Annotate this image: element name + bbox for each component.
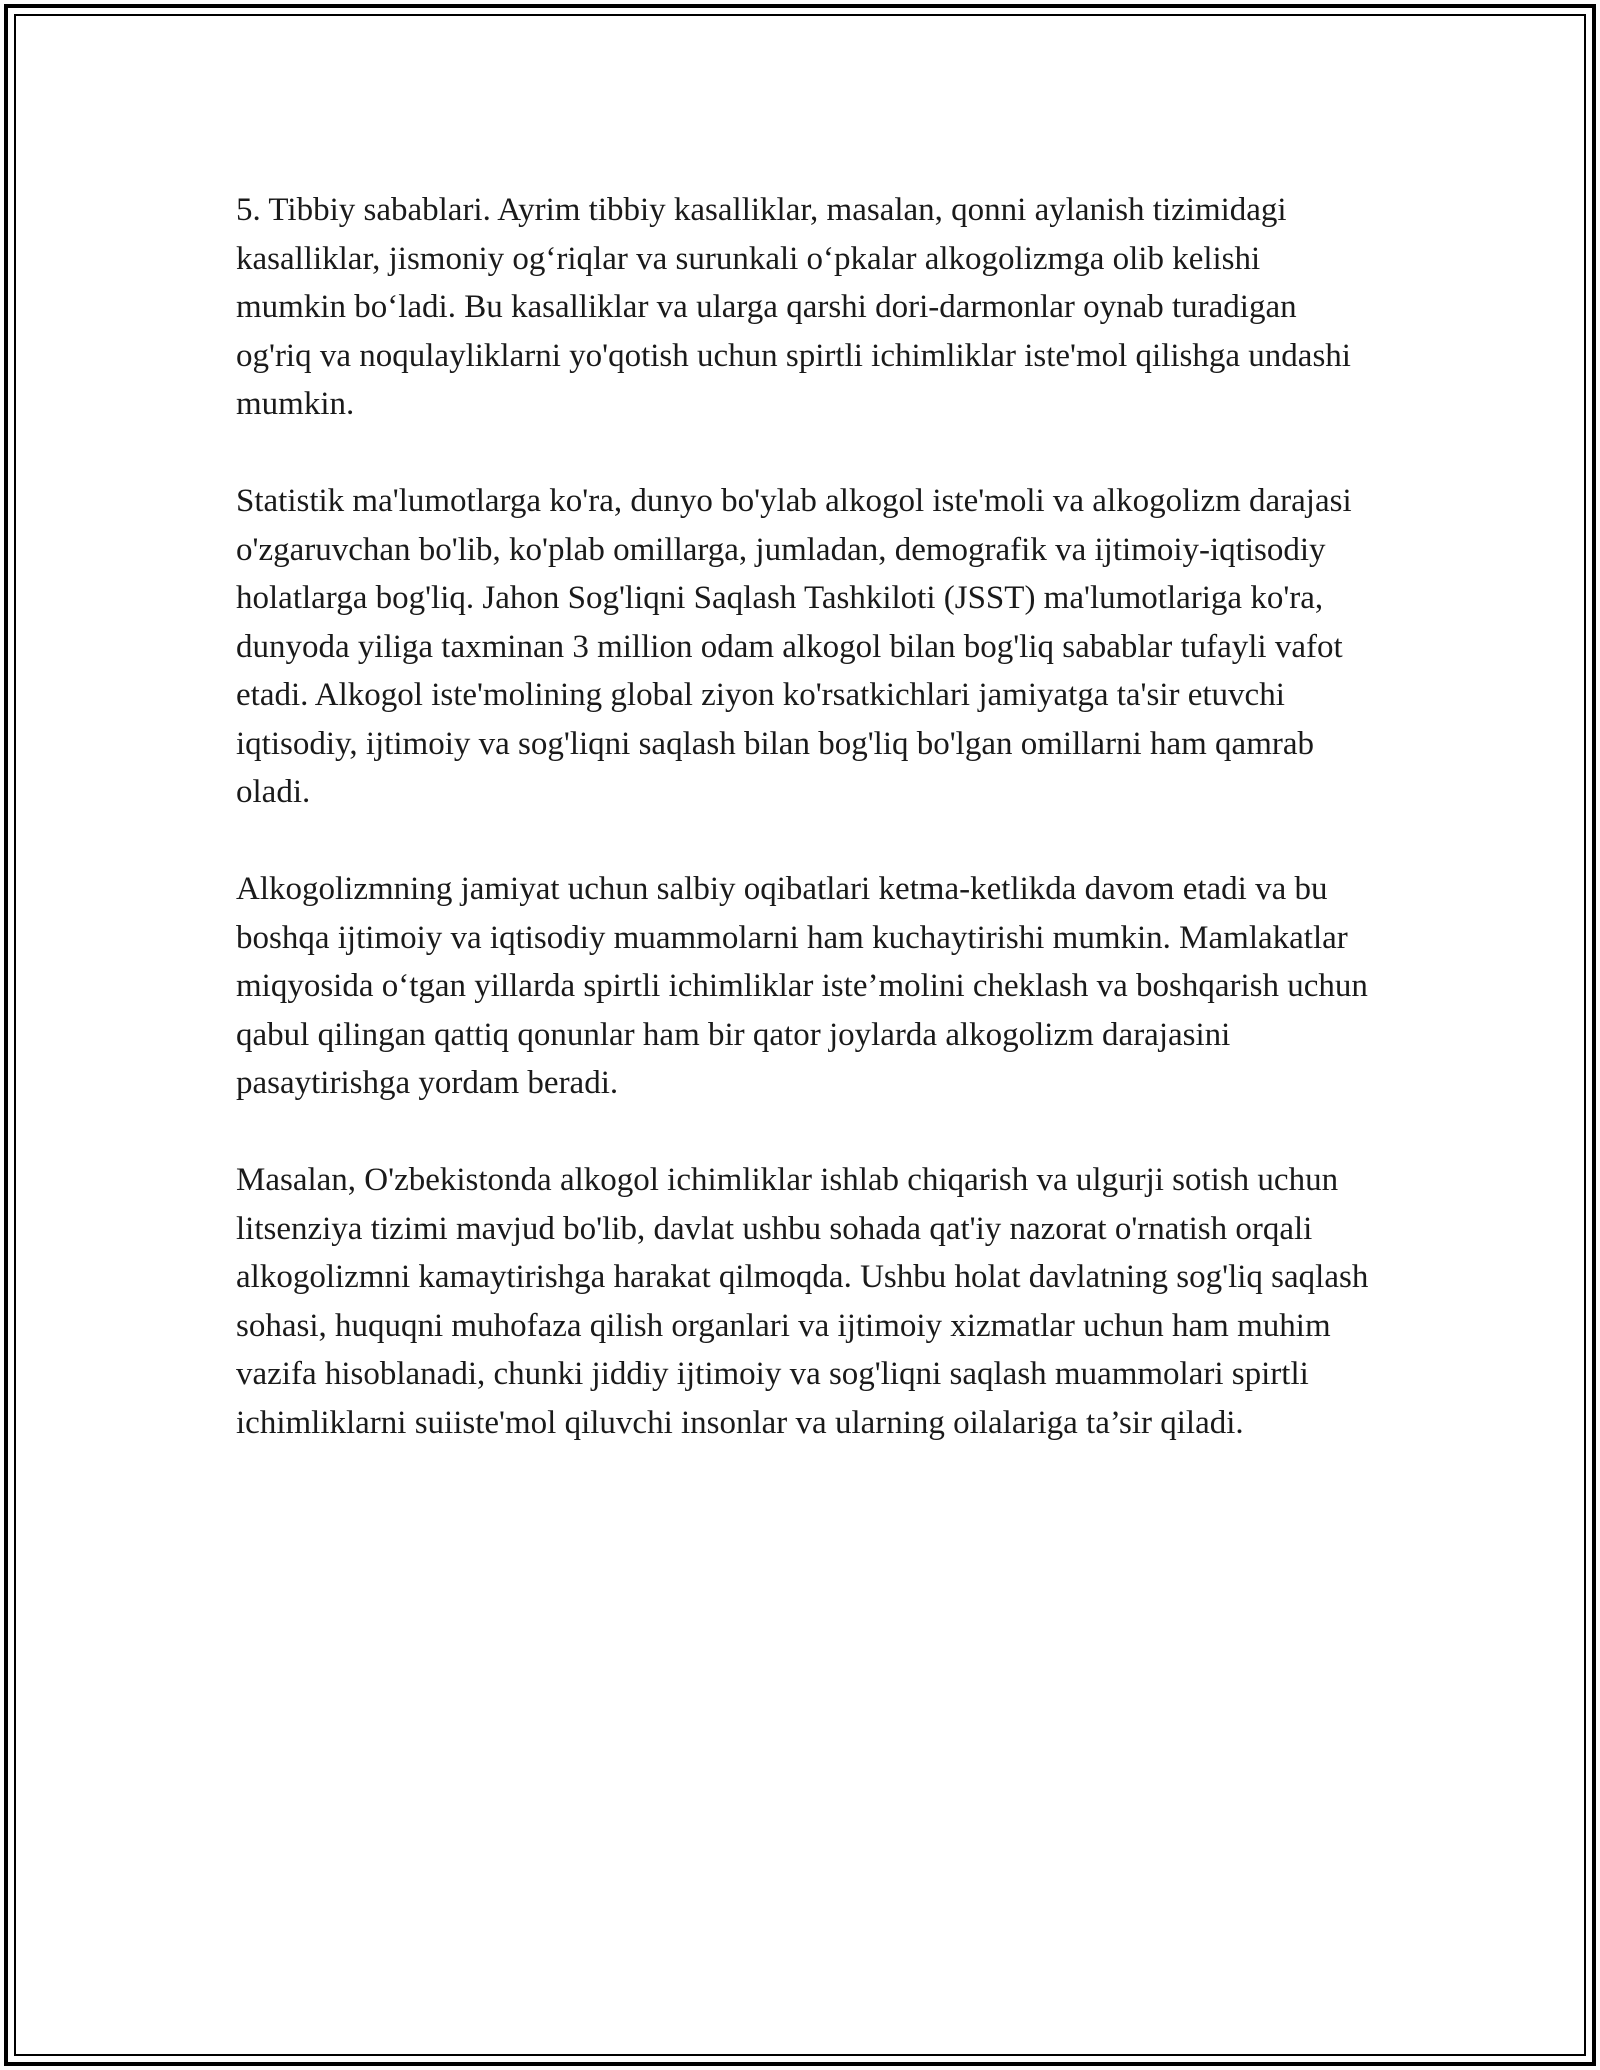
document-body xyxy=(236,186,1376,1496)
paragraph-uzbekistan-example: Masalan, O'zbekistonda alkogol ichimliklar ishlab chiqarish va ulgurji sotish uchun litsenziya tizimi mavjud bo'lib, davlat ushbu sohada qat'iy nazorat o'rnatish orqali alkogolizmni kamaytirishga harakat qilmoqda. Ushbu holat davlatning sog'liq saqlash sohasi, huquqni muhofaza qilish organlari va ijtimoiy xizmatlar uchun ham muhim vazifa hisoblanadi, chunki jiddiy ijtimoiy va sog'liqni saqlash muammolari spirtli ichimliklarni suiiste'mol qiluvchi insonlar va ularning oilalariga ta’sir qiladi. xyxy=(236,1162,1369,1441)
paragraph-social-consequences: Alkogolizmning jamiyat uchun salbiy oqibatlari ketma-ketlikda davom etadi va bu boshqa ijtimoiy va iqtisodiy muammolarni ham kuchaytirishi mumkin. Mamlakatlar miqyosida o‘tgan yillarda spirtli ichimliklar iste’molini cheklash va boshqarish uchun qabul qilingan qattiq qonunlar ham bir qator joylarda alkogolizm darajasini pasaytirishga yordam beradi. xyxy=(236,871,1368,1101)
paragraph-statistics: Statistik ma'lumotlarga ko'ra, dunyo bo'ylab alkogol iste'moli va alkogolizm darajasi o'zgaruvchan bo'lib, ko'plab omillarga, jumladan, demografik va ijtimoiy-iqtisodiy holatlarga bog'liq. Jahon Sog'liqni Saqlash Tashkiloti (JSST) ma'lumotlariga ko'ra, dunyoda yiliga taxminan 3 million odam alkogol bilan bog'liq sabablar tufayli vafot etadi. Alkogol iste'molining global ziyon ko'rsatkichlari jamiyatga ta'sir etuvchi iqtisodiy, ijtimoiy va sog'liqni saqlash bilan bog'liq bo'lgan omillarni ham qamrab oladi. xyxy=(236,483,1352,810)
paragraph-medical-causes: 5. Tibbiy sabablari. Ayrim tibbiy kasalliklar, masalan, qonni aylanish tizimidagi kasalliklar, jismoniy og‘riqlar va surunkali o‘pkalar alkogolizmga olib kelishi mumkin bo‘ladi. Bu kasalliklar va ularga qarshi dori-darmonlar oynab turadigan og'riq va noqulayliklarni yo'qotish uchun spirtli ichimliklar iste'mol qilishga undashi mumkin. xyxy=(236,192,1351,422)
